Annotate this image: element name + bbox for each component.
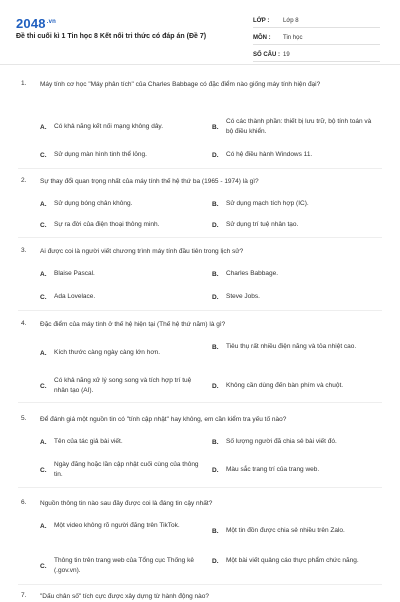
option-text: Sử dụng trí tuệ nhân tạo. — [226, 221, 299, 228]
option-text: Sử dụng màn hình tinh thể lỏng. — [54, 151, 147, 158]
option-a[interactable] — [40, 348, 204, 358]
option-text: Tên của tác giả bài viết. — [54, 438, 123, 445]
option-text: Màu sắc trang trí của trang web. — [226, 466, 320, 473]
option-text: Có hệ điều hành Windows 11. — [226, 151, 313, 158]
question-number: 3. — [21, 247, 27, 254]
option-text: Sử dụng bóng chân không. — [54, 200, 133, 207]
option-text: Có khả năng xử lý song song và tích hợp trí tuệ nhân tạo (AI). — [54, 377, 192, 394]
option-key: B. — [212, 438, 219, 446]
option-text: Sử dụng mạch tích hợp (IC). — [226, 200, 309, 207]
question-number: 6. — [21, 499, 27, 506]
option-d[interactable] — [212, 381, 376, 391]
option-b[interactable] — [212, 117, 376, 137]
option-text: Charles Babbage. — [226, 270, 279, 277]
option-text: Có các thành phần: thiết bị lưu trữ, bộ tính toán và bộ điều khiển. — [226, 118, 372, 135]
option-key: C. — [40, 466, 47, 474]
question-text: Để đánh giá một nguồn tin có "tính cập nhật" hay không, em cần kiểm tra yếu tố nào? — [40, 416, 287, 423]
option-c[interactable] — [40, 150, 204, 160]
option-key: C. — [40, 151, 47, 159]
option-key: D. — [212, 293, 219, 301]
question-number: 7. — [21, 592, 27, 599]
meta-value: 19 — [283, 51, 290, 58]
logo-text: 2048 — [16, 16, 46, 31]
question-divider — [18, 237, 382, 238]
option-b[interactable] — [212, 199, 376, 209]
option-key: D. — [212, 151, 219, 159]
option-d[interactable] — [212, 292, 376, 302]
option-key: B. — [212, 270, 219, 278]
option-key: D. — [212, 221, 219, 229]
option-b[interactable] — [212, 342, 376, 352]
option-text: Thông tin trên trang web của Tổng cục Thống kê (.gov.vn). — [54, 557, 194, 574]
option-text: Có khả năng kết nối mạng không dây. — [54, 123, 164, 130]
option-a[interactable] — [40, 437, 204, 447]
option-text: Steve Jobs. — [226, 293, 260, 300]
option-c[interactable] — [40, 220, 204, 230]
option-key: A. — [40, 270, 47, 278]
meta-key: MÔN : — [253, 34, 271, 41]
question-text: Sự thay đổi quan trọng nhất của máy tính thế hệ thứ ba (1965 - 1974) là gì? — [40, 178, 259, 185]
option-a[interactable] — [40, 199, 204, 209]
option-b[interactable] — [212, 437, 376, 447]
question-number: 2. — [21, 177, 27, 184]
option-a[interactable] — [40, 521, 204, 531]
option-text: Không cần dùng đến bàn phím và chuột. — [226, 382, 344, 389]
meta-key: SỐ CÂU : — [253, 51, 280, 58]
question-divider — [18, 168, 382, 169]
header-divider — [0, 64, 400, 65]
option-key: B. — [212, 200, 219, 208]
option-text: Ada Lovelace. — [54, 293, 96, 300]
option-key: B. — [212, 343, 219, 351]
question-divider — [18, 487, 382, 488]
option-text: Một video không rõ người đăng trên TikTok. — [54, 522, 180, 529]
meta-value: Lớp 8 — [283, 17, 299, 24]
option-c[interactable] — [40, 292, 204, 302]
question-number: 4. — [21, 320, 27, 327]
option-c[interactable] — [40, 556, 204, 576]
question-text: Nguồn thông tin nào sau đây được coi là đáng tin cậy nhất? — [40, 500, 213, 507]
option-text: Số lượng người đã chia sẻ bài viết đó. — [226, 438, 337, 445]
option-a[interactable] — [40, 122, 204, 132]
question-divider — [18, 310, 382, 311]
option-d[interactable] — [212, 150, 376, 160]
option-key: A. — [40, 438, 47, 446]
option-key: C. — [40, 293, 47, 301]
option-text: Sự ra đời của điện thoại thông minh. — [54, 221, 160, 228]
question-divider — [18, 402, 382, 403]
option-key: A. — [40, 200, 47, 208]
option-key: A. — [40, 123, 47, 131]
option-a[interactable] — [40, 269, 204, 279]
option-d[interactable] — [212, 465, 376, 475]
question-text: "Dấu chân số" tích cực được xây dựng từ hành động nào? — [40, 593, 210, 600]
option-text: Một tin đồn được chia sẻ nhiều trên Zalo. — [226, 527, 345, 534]
meta-row-class — [253, 14, 380, 28]
meta-row-count — [253, 48, 380, 62]
exam-meta — [253, 14, 380, 65]
option-key: C. — [40, 382, 47, 390]
question-number: 5. — [21, 415, 27, 422]
option-key: A. — [40, 349, 47, 357]
option-text: Một bài viết quảng cáo thực phẩm chức năng. — [226, 557, 359, 564]
meta-key: LỚP : — [253, 17, 270, 24]
option-key: B. — [212, 527, 219, 535]
option-c[interactable] — [40, 460, 204, 480]
meta-value: Tin học — [283, 34, 303, 41]
option-text: Blaise Pascal. — [54, 270, 95, 277]
option-text: Kích thước càng ngày càng lớn hơn. — [54, 349, 161, 356]
option-key: B. — [212, 123, 219, 131]
exam-title: Đề thi cuối kì 1 Tin học 8 Kết nối tri thức có đáp án (Đề 7) — [16, 33, 207, 40]
question-text: Ai được coi là người viết chương trình máy tính đầu tiên trong lịch sử? — [40, 248, 244, 255]
option-key: D. — [212, 466, 219, 474]
meta-row-subject — [253, 31, 380, 45]
question-text: Máy tính cơ học "Máy phân tích" của Charles Babbage có đặc điểm nào giống máy tính hiện đại? — [40, 81, 321, 88]
option-d[interactable] — [212, 220, 376, 230]
option-key: D. — [212, 557, 219, 565]
option-b[interactable] — [212, 526, 376, 536]
option-d[interactable] — [212, 556, 376, 566]
question-divider — [18, 584, 382, 585]
option-c[interactable] — [40, 376, 204, 396]
option-text: Tiêu thụ rất nhiều điện năng và tỏa nhiệt cao. — [226, 343, 357, 350]
option-key: D. — [212, 382, 219, 390]
question-text: Đặc điểm của máy tính ở thế hệ hiện tại (Thế hệ thứ năm) là gì? — [40, 321, 226, 328]
site-logo[interactable] — [16, 16, 56, 31]
option-key: C. — [40, 562, 47, 570]
option-key: C. — [40, 221, 47, 229]
logo-suffix: .vn — [46, 18, 57, 25]
question-number: 1. — [21, 80, 27, 87]
option-text: Ngày đăng hoặc lần cập nhật cuối cùng của thông tin. — [54, 461, 199, 478]
option-key: A. — [40, 522, 47, 530]
option-b[interactable] — [212, 269, 376, 279]
